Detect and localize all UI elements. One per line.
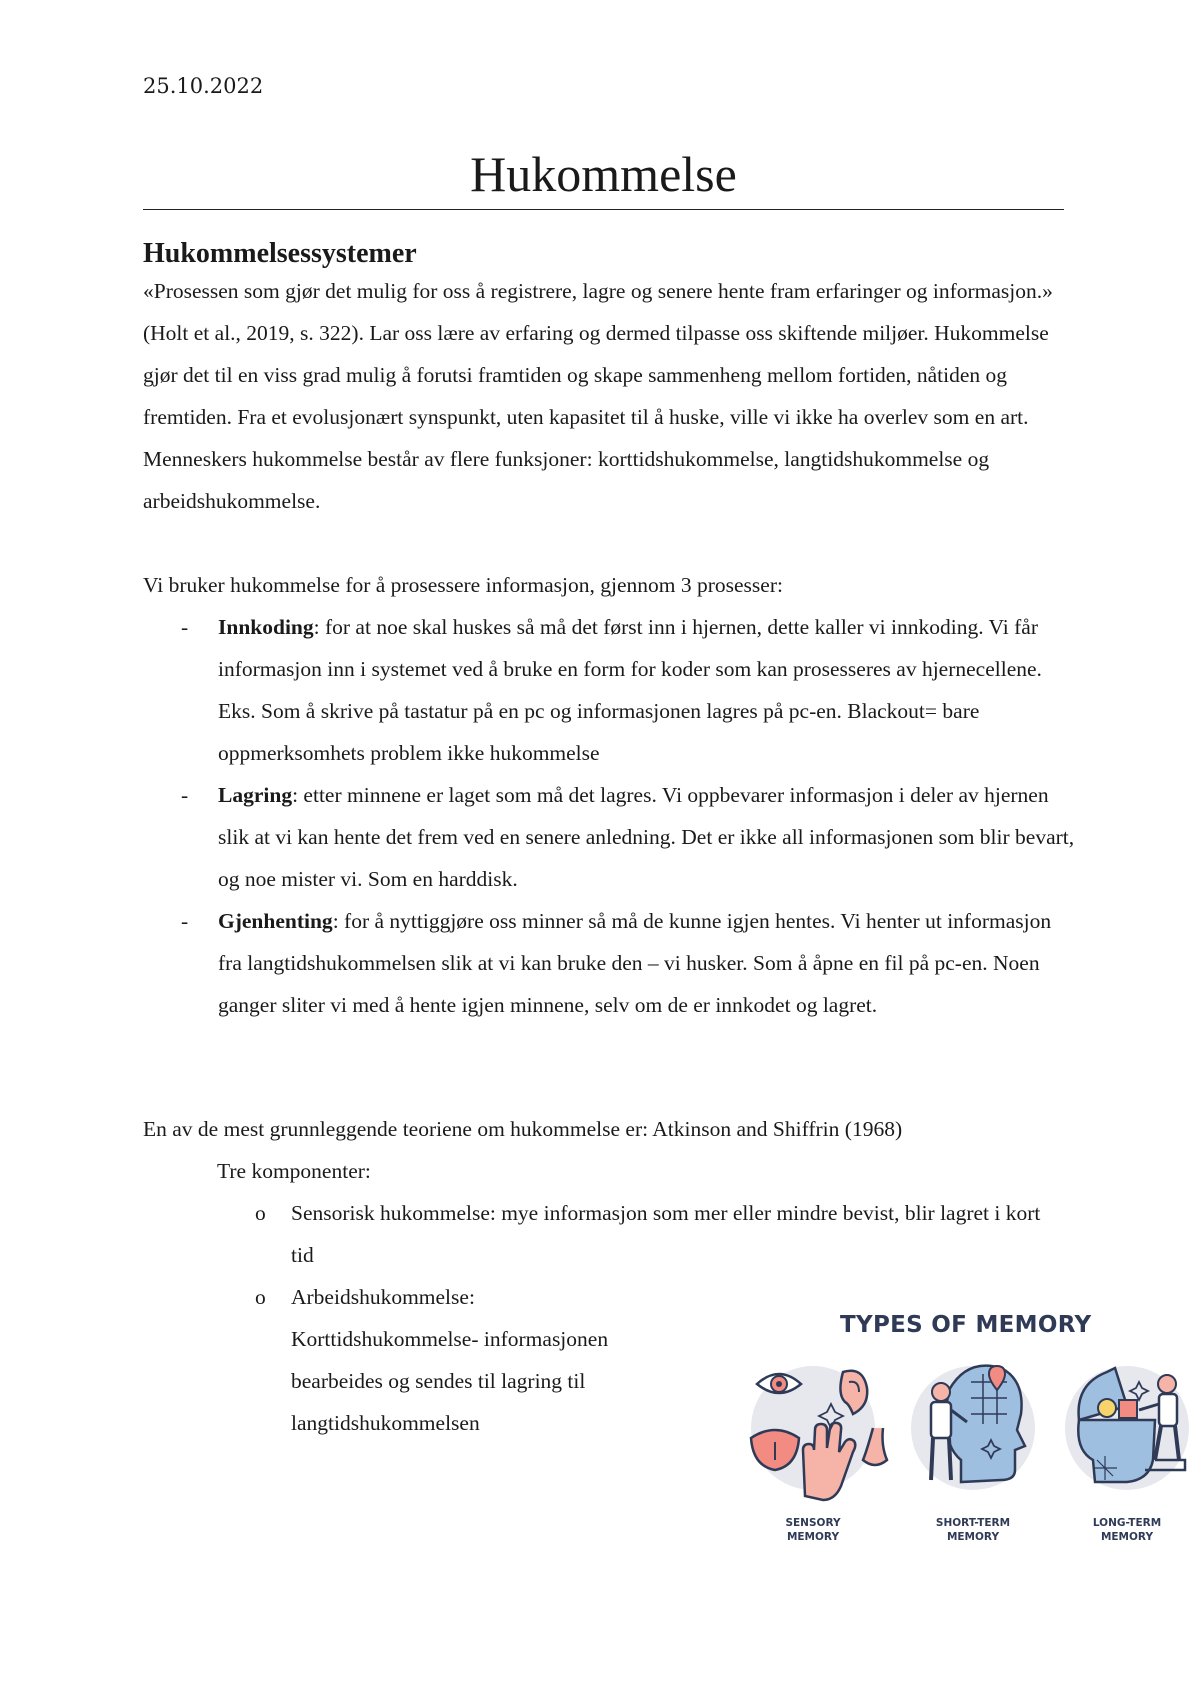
title-divider bbox=[143, 209, 1064, 210]
document-title: Hukommelse bbox=[470, 146, 737, 202]
text-lagring: : etter minnene er laget som må det lagres. Vi oppbevarer informasjon i deler av hjernen slik at vi kan hente det frem ved en senere anledning. Det er ikke all informasjonen som blir bevart, og noe mister vi. Som en harddisk. bbox=[218, 783, 1075, 891]
figure-title: TYPES OF MEMORY bbox=[840, 1312, 1092, 1338]
list-item bbox=[143, 774, 1078, 900]
list-item bbox=[143, 900, 1078, 1026]
component-working: Arbeidshukommelse: bbox=[291, 1285, 475, 1309]
label-short-term-memory: SHORT-TERM MEMORY bbox=[935, 1517, 1011, 1543]
term-innkoding: Innkoding bbox=[218, 615, 314, 639]
text-gjenhenting: : for å nyttiggjøre oss minner så må de kunne igjen hentes. Vi henter ut informasjon fra langtidshukommelsen slik at vi kan bruke den – vi husker. Som å åpne en fil på pc-en. Noen ganger sliter vi med å hente igjen minnene, selv om de er innkodet og lagret. bbox=[218, 909, 1052, 1017]
label-sensory-memory: SENSORY MEMORY bbox=[785, 1517, 841, 1543]
list-dash: - bbox=[181, 783, 189, 807]
term-gjenhenting: Gjenhenting bbox=[218, 909, 333, 933]
list-item bbox=[143, 606, 1078, 774]
long-term-memory-illustration bbox=[1065, 1366, 1189, 1490]
paragraph-atkinson-shiffrin: En av de mest grunnleggende teoriene om hukommelse er: Atkinson and Shiffrin (1968) bbox=[143, 1117, 903, 1141]
components-label: Tre komponenter: bbox=[217, 1159, 371, 1183]
component-sensory: Sensorisk hukommelse: mye informasjon som mer eller mindre bevist, blir lagret i kort tid bbox=[291, 1201, 1041, 1267]
short-term-memory-illustration bbox=[911, 1366, 1035, 1490]
component-working-sub: Korttidshukommelse- informasjonen bearbeides og sendes til lagring til langtidshukommelsen bbox=[291, 1327, 609, 1435]
sensory-memory-illustration bbox=[751, 1366, 887, 1500]
paragraph-processes-intro: Vi bruker hukommelse for å prosessere informasjon, gjennom 3 prosesser: bbox=[143, 573, 783, 597]
list-item bbox=[217, 1192, 1051, 1276]
text-innkoding: : for at noe skal huskes så må det først inn i hjernen, dette kaller vi innkoding. Vi får informasjon inn i systemet ved å bruke en form for koder som kan prosesseres av hjernecellene. Eks. Som å skrive på tastatur på en pc og informasjonen lagres på pc-en. Blackout= bare oppmerksomhets problem ikke hukommelse bbox=[218, 615, 1042, 765]
section-heading: Hukommelsessystemer bbox=[143, 238, 417, 269]
label-long-term-memory: LONG-TERM MEMORY bbox=[1092, 1517, 1162, 1543]
list-dash: - bbox=[181, 909, 189, 933]
paragraph-definition: «Prosessen som gjør det mulig for oss å registrere, lagre og senere hente fram erfaringer og informasjon.» (Holt et al., 2019, s. 322). Lar oss lære av erfaring og dermed tilpasse oss skiftende miljøer. Hukommelse gjør det til en viss grad mulig å forutsi framtiden og skape sammenheng mellom fortiden, nåtiden og fremtiden. Fra et evolusjonært synspunkt, uten kapasitet til å huske, ville vi ikke ha overlev som en art. Menneskers hukommelse består av flere funksjoner: korttidshukommelse, langtidshukommelse og arbeidshukommelse. bbox=[143, 279, 1053, 513]
list-marker: o bbox=[255, 1285, 266, 1309]
document-date: 25.10.2022 bbox=[143, 74, 264, 98]
list-dash: - bbox=[181, 615, 189, 639]
process-list bbox=[143, 606, 1078, 1026]
term-lagring: Lagring bbox=[218, 783, 293, 807]
types-of-memory-figure bbox=[735, 1310, 1200, 1560]
list-marker: o bbox=[255, 1201, 266, 1225]
